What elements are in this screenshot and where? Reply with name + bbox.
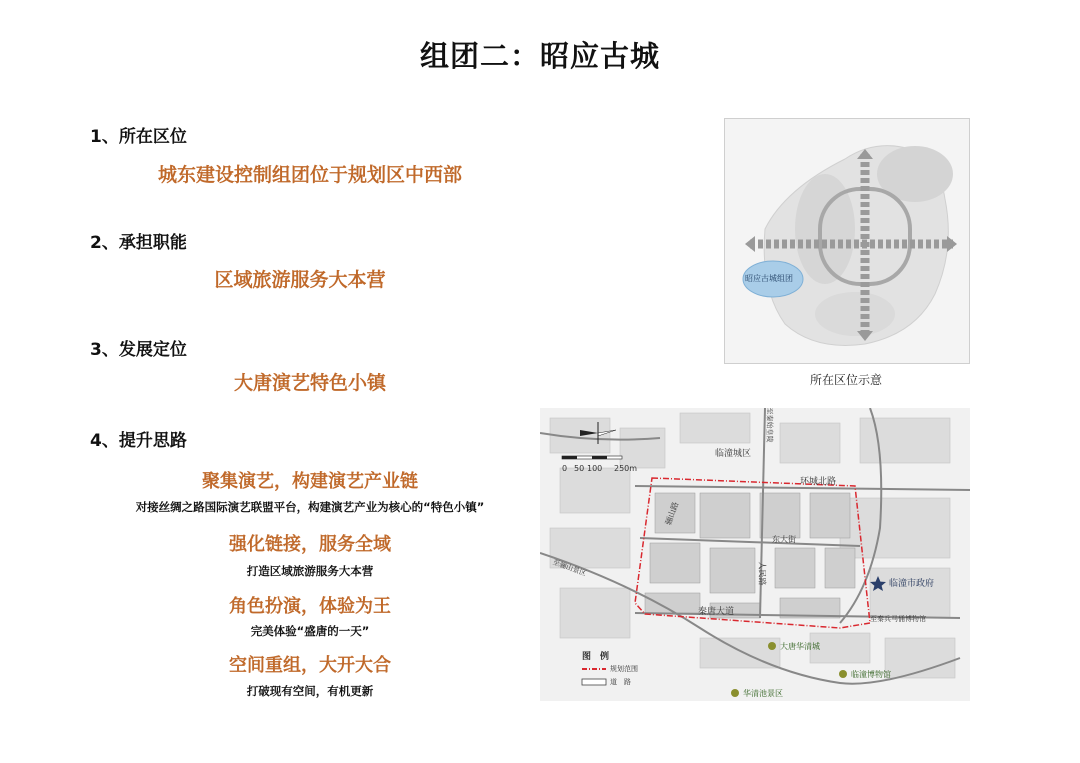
strategy-title: 角色扮演，体验为王 xyxy=(229,596,391,617)
section-heading-strategy: 4、提升思路 xyxy=(90,431,187,451)
poi-label: 临潼博物馆 xyxy=(851,670,891,679)
function-text: 区域旅游服务大本营 xyxy=(214,269,386,291)
street-label: 东大街 xyxy=(772,535,796,544)
legend-boundary: 规划范围 xyxy=(610,665,638,673)
poi-label: 华清池景区 xyxy=(743,689,783,698)
inset-highlight-label: 昭应古城组团 xyxy=(745,274,793,283)
page-title: 组团二：昭应古城 xyxy=(419,39,660,73)
strategy-desc: 打破现有空间，有机更新 xyxy=(246,684,374,698)
legend-title: 图 例 xyxy=(582,652,610,662)
scale-100: 100 xyxy=(587,464,603,473)
strategy-desc: 完美体验“盛唐的一天” xyxy=(250,624,370,638)
strategy-title: 强化链接，服务全域 xyxy=(229,534,391,555)
west-road-label: 骊山路 xyxy=(663,500,681,527)
people-road-label: 人民路 xyxy=(757,561,767,586)
location-text: 城东建设控制组团位于规划区中西部 xyxy=(157,164,462,186)
poi-label: 大唐华清城 xyxy=(780,642,820,651)
avenue-label: 秦唐大道 xyxy=(698,607,735,617)
legend-road: 道 路 xyxy=(610,678,631,686)
positioning-text: 大唐演艺特色小镇 xyxy=(233,372,386,394)
north-direction-label: 至秦始皇陵 xyxy=(765,408,774,443)
section-heading-positioning: 3、发展定位 xyxy=(90,340,187,360)
scale-250: 250m xyxy=(614,464,638,473)
section-heading-location: 1、所在区位 xyxy=(90,127,187,147)
gov-label: 临潼市政府 xyxy=(889,579,935,589)
scale-50: 50 xyxy=(574,464,585,473)
inset-caption: 所在区位示意 xyxy=(809,373,882,387)
strategy-title: 空间重组，大开大合 xyxy=(229,655,391,676)
strategy-desc: 打造区域旅游服务大本营 xyxy=(246,564,374,578)
north-road-label: 环城北路 xyxy=(800,477,837,487)
strategy-desc: 对接丝绸之路国际演艺联盟平台，构建演艺产业为核心的“特色小镇” xyxy=(135,500,485,514)
museum-road-label: 至秦兵马俑博物馆 xyxy=(870,615,926,623)
strategy-title: 聚集演艺，构建演艺产业链 xyxy=(202,471,418,492)
scale-0: 0 xyxy=(562,464,568,473)
west-direction-label: 至骊山景区 xyxy=(551,558,588,578)
location-inset-map xyxy=(724,118,970,364)
section-heading-function: 2、承担职能 xyxy=(90,233,187,253)
district-label: 临潼城区 xyxy=(715,449,752,459)
planning-area-map xyxy=(540,408,970,701)
